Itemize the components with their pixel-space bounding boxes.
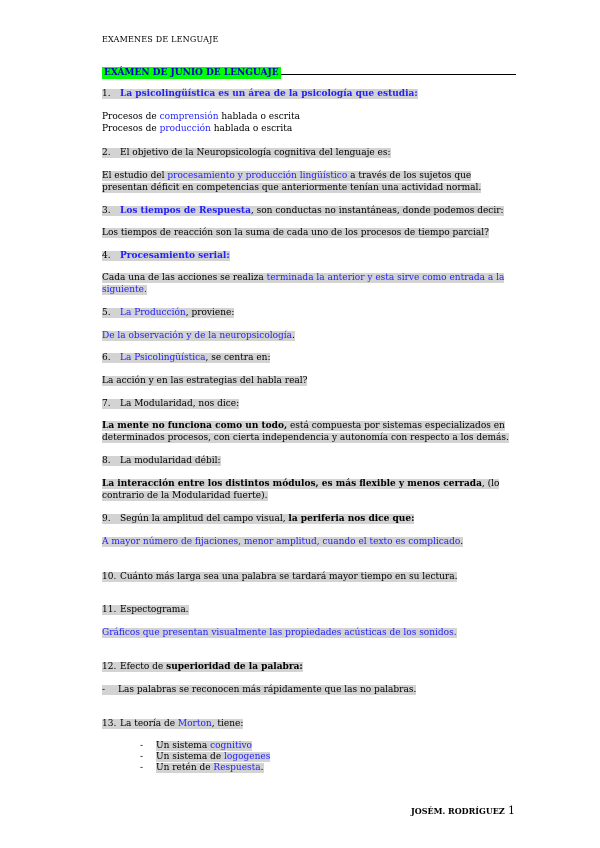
- page-footer-author: JOSÉM. RODRÍGUEZ: [411, 806, 505, 816]
- question-9: 9. Según la amplitud del campo visual, la periferia nos dice que:: [102, 514, 415, 524]
- question-7: 7. La Modularidad, nos dice:: [102, 399, 240, 409]
- answer-1: Procesos de comprensión hablada o escrita Procesos de producción hablada o escrita: [102, 112, 300, 134]
- question-10: 10. Cuánto más larga sea una palabra se tardará mayor tiempo en su lectura.: [102, 572, 458, 582]
- title-rule: [102, 60, 516, 78]
- question-3: 3. Los tiempos de Respuesta, son conductas no instantáneas, donde podemos decir:: [102, 206, 504, 216]
- question-1: 1. La psicolingüística es un área de la psicología que estudia:: [102, 89, 418, 99]
- question-11: 11. Espectograma.: [102, 605, 189, 615]
- question-8: 8. La modularidad débil:: [102, 456, 221, 466]
- answer-4: Cada una de las acciones se realiza terminada la anterior y esta sirve como entrada a la siguiente.: [102, 273, 505, 295]
- question-4: 4. Procesamiento serial:: [102, 251, 230, 261]
- question-12: 12. Efecto de superioridad de la palabra:: [102, 662, 303, 672]
- list-item: - Un retén de Respuesta.: [140, 763, 264, 773]
- question-2: 2. El objetivo de la Neuropsicología cognitiva del lenguaje es:: [102, 148, 391, 158]
- question-2-text: El objetivo de la Neuropsicología cognitiva del lenguaje es:: [120, 148, 391, 158]
- answer-7: La mente no funciona como un todo, está compuesta por sistemas especializados en determinados procesos, con cierta independencia y autonomía con respecto a los demás.: [102, 421, 509, 443]
- question-5: 5. La Producción, proviene:: [102, 308, 235, 318]
- page-number: 1: [508, 804, 515, 817]
- answer-11: Gráficos que presentan visualmente las propiedades acústicas de los sonidos.: [102, 628, 457, 638]
- answer-3: Los tiempos de reacción son la suma de cada uno de los procesos de tiempo parcial?: [102, 228, 489, 238]
- question-13: 13. La teoría de Morton, tiene:: [102, 719, 244, 729]
- exam-title: EXÁMEN DE JUNIO DE LENGUAJE: [104, 68, 279, 78]
- list-item: - Un sistema de logogenes: [140, 752, 271, 762]
- answer-12: - Las palabras se reconocen más rápidamente que las no palabras.: [102, 685, 417, 695]
- page-header: EXAMENES DE LENGUAJE: [102, 35, 219, 44]
- answer-5: De la observación y de la neuropsicología.: [102, 331, 295, 341]
- list-item: - Un sistema cognitivo: [140, 741, 252, 751]
- question-6: 6. La Psicolingüística, se centra en:: [102, 353, 271, 363]
- answer-6: La acción y en las estrategias del habla real?: [102, 376, 308, 386]
- answer-8: La interacción entre los distintos módulos, es más flexible y menos cerrada, (lo contrario de la Modularidad fuerte).: [102, 479, 500, 501]
- question-1-text: La psicolingüística es un área de la psicología que estudia:: [120, 89, 418, 99]
- answer-2: El estudio del procesamiento y producción lingüístico a través de los sujetos que presentan déficit en competencias que anteriormente tenían una actividad normal.: [102, 171, 482, 193]
- answer-9: A mayor número de fijaciones, menor amplitud, cuando el texto es complicado.: [102, 537, 464, 547]
